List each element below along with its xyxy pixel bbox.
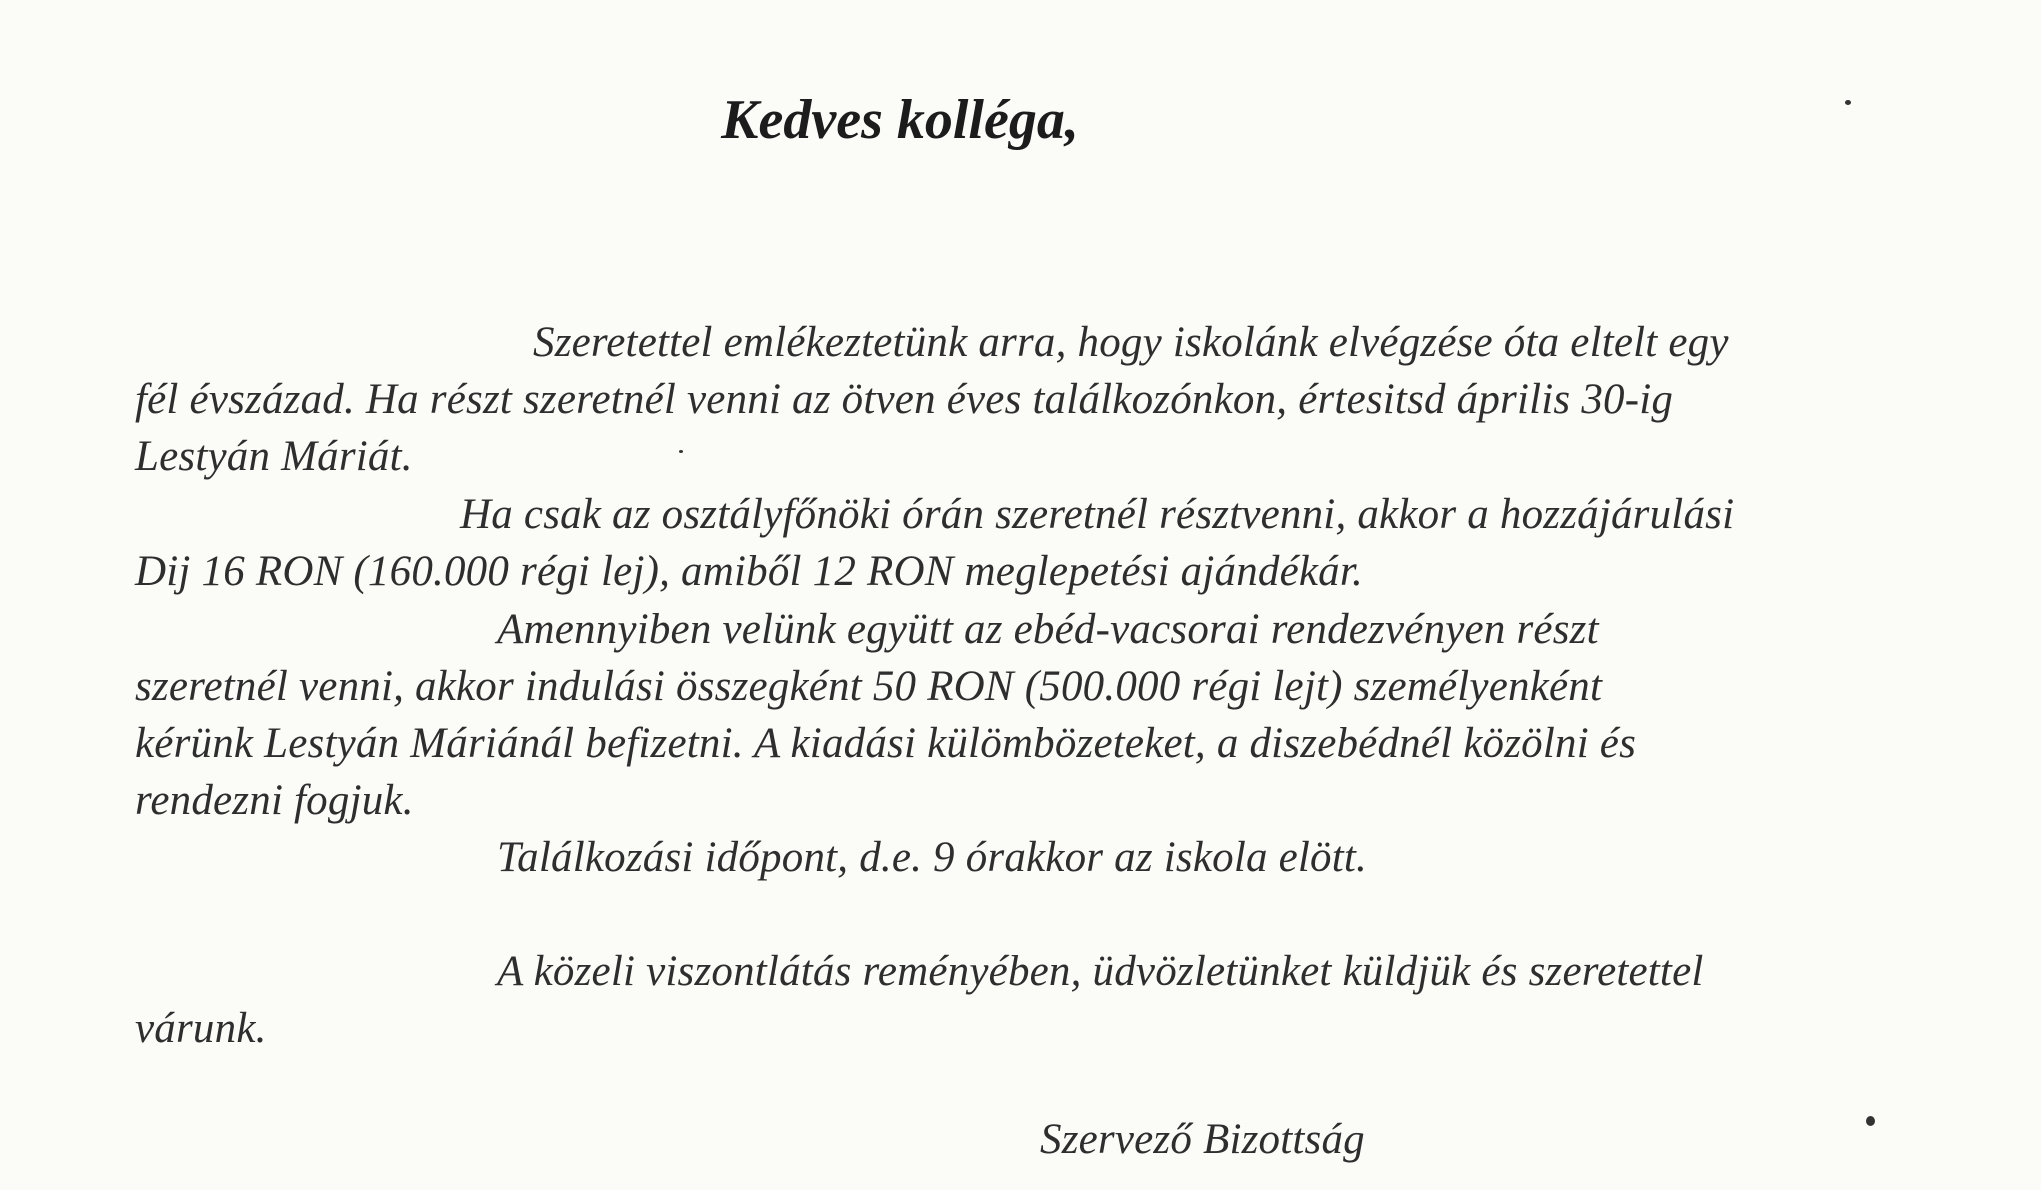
- scan-speck: [1866, 1116, 1875, 1126]
- signature: Szervező Bizottság: [1040, 1116, 1365, 1163]
- paragraph-3-line-1: Amennyiben velünk együtt az ebéd-vacsorai rendezvényen részt: [497, 606, 1599, 653]
- paragraph-2-line-1: Ha csak az osztályfőnöki órán szeretnél résztvenni, akkor a hozzájárulási: [460, 491, 1735, 538]
- scan-speck: [679, 450, 683, 453]
- paragraph-3-line-2: szeretnél venni, akkor indulási összegként 50 RON (500.000 régi lejt) személyenként: [135, 663, 1603, 710]
- paragraph-3-line-3: kérünk Lestyán Máriánál befizetni. A kiadási külömbözeteket, a diszebédnél közölni és: [135, 720, 1637, 767]
- scan-speck: [1845, 100, 1851, 105]
- paragraph-2-line-2: Dij 16 RON (160.000 régi lej), amiből 12 RON meglepetési ajándékár.: [135, 548, 1363, 595]
- letter-greeting: Kedves kolléga,: [721, 89, 1079, 151]
- paragraph-1-line-3: Lestyán Máriát.: [135, 433, 413, 480]
- paragraph-5-line-1: A közeli viszontlátás reményében, üdvözletünket küldjük és szeretettel: [497, 948, 1704, 995]
- paragraph-4-line-1: Találkozási időpont, d.e. 9 órakkor az iskola elött.: [497, 834, 1368, 881]
- paragraph-1-line-2: fél évszázad. Ha részt szeretnél venni az ötven éves találkozónkon, értesitsd április 30-ig: [135, 376, 1674, 423]
- paragraph-1-line-1: Szeretettel emlékeztetünk arra, hogy iskolánk elvégzése óta eltelt egy: [533, 319, 1729, 366]
- paragraph-3-line-4: rendezni fogjuk.: [135, 777, 414, 824]
- paragraph-5-line-2: várunk.: [135, 1005, 267, 1052]
